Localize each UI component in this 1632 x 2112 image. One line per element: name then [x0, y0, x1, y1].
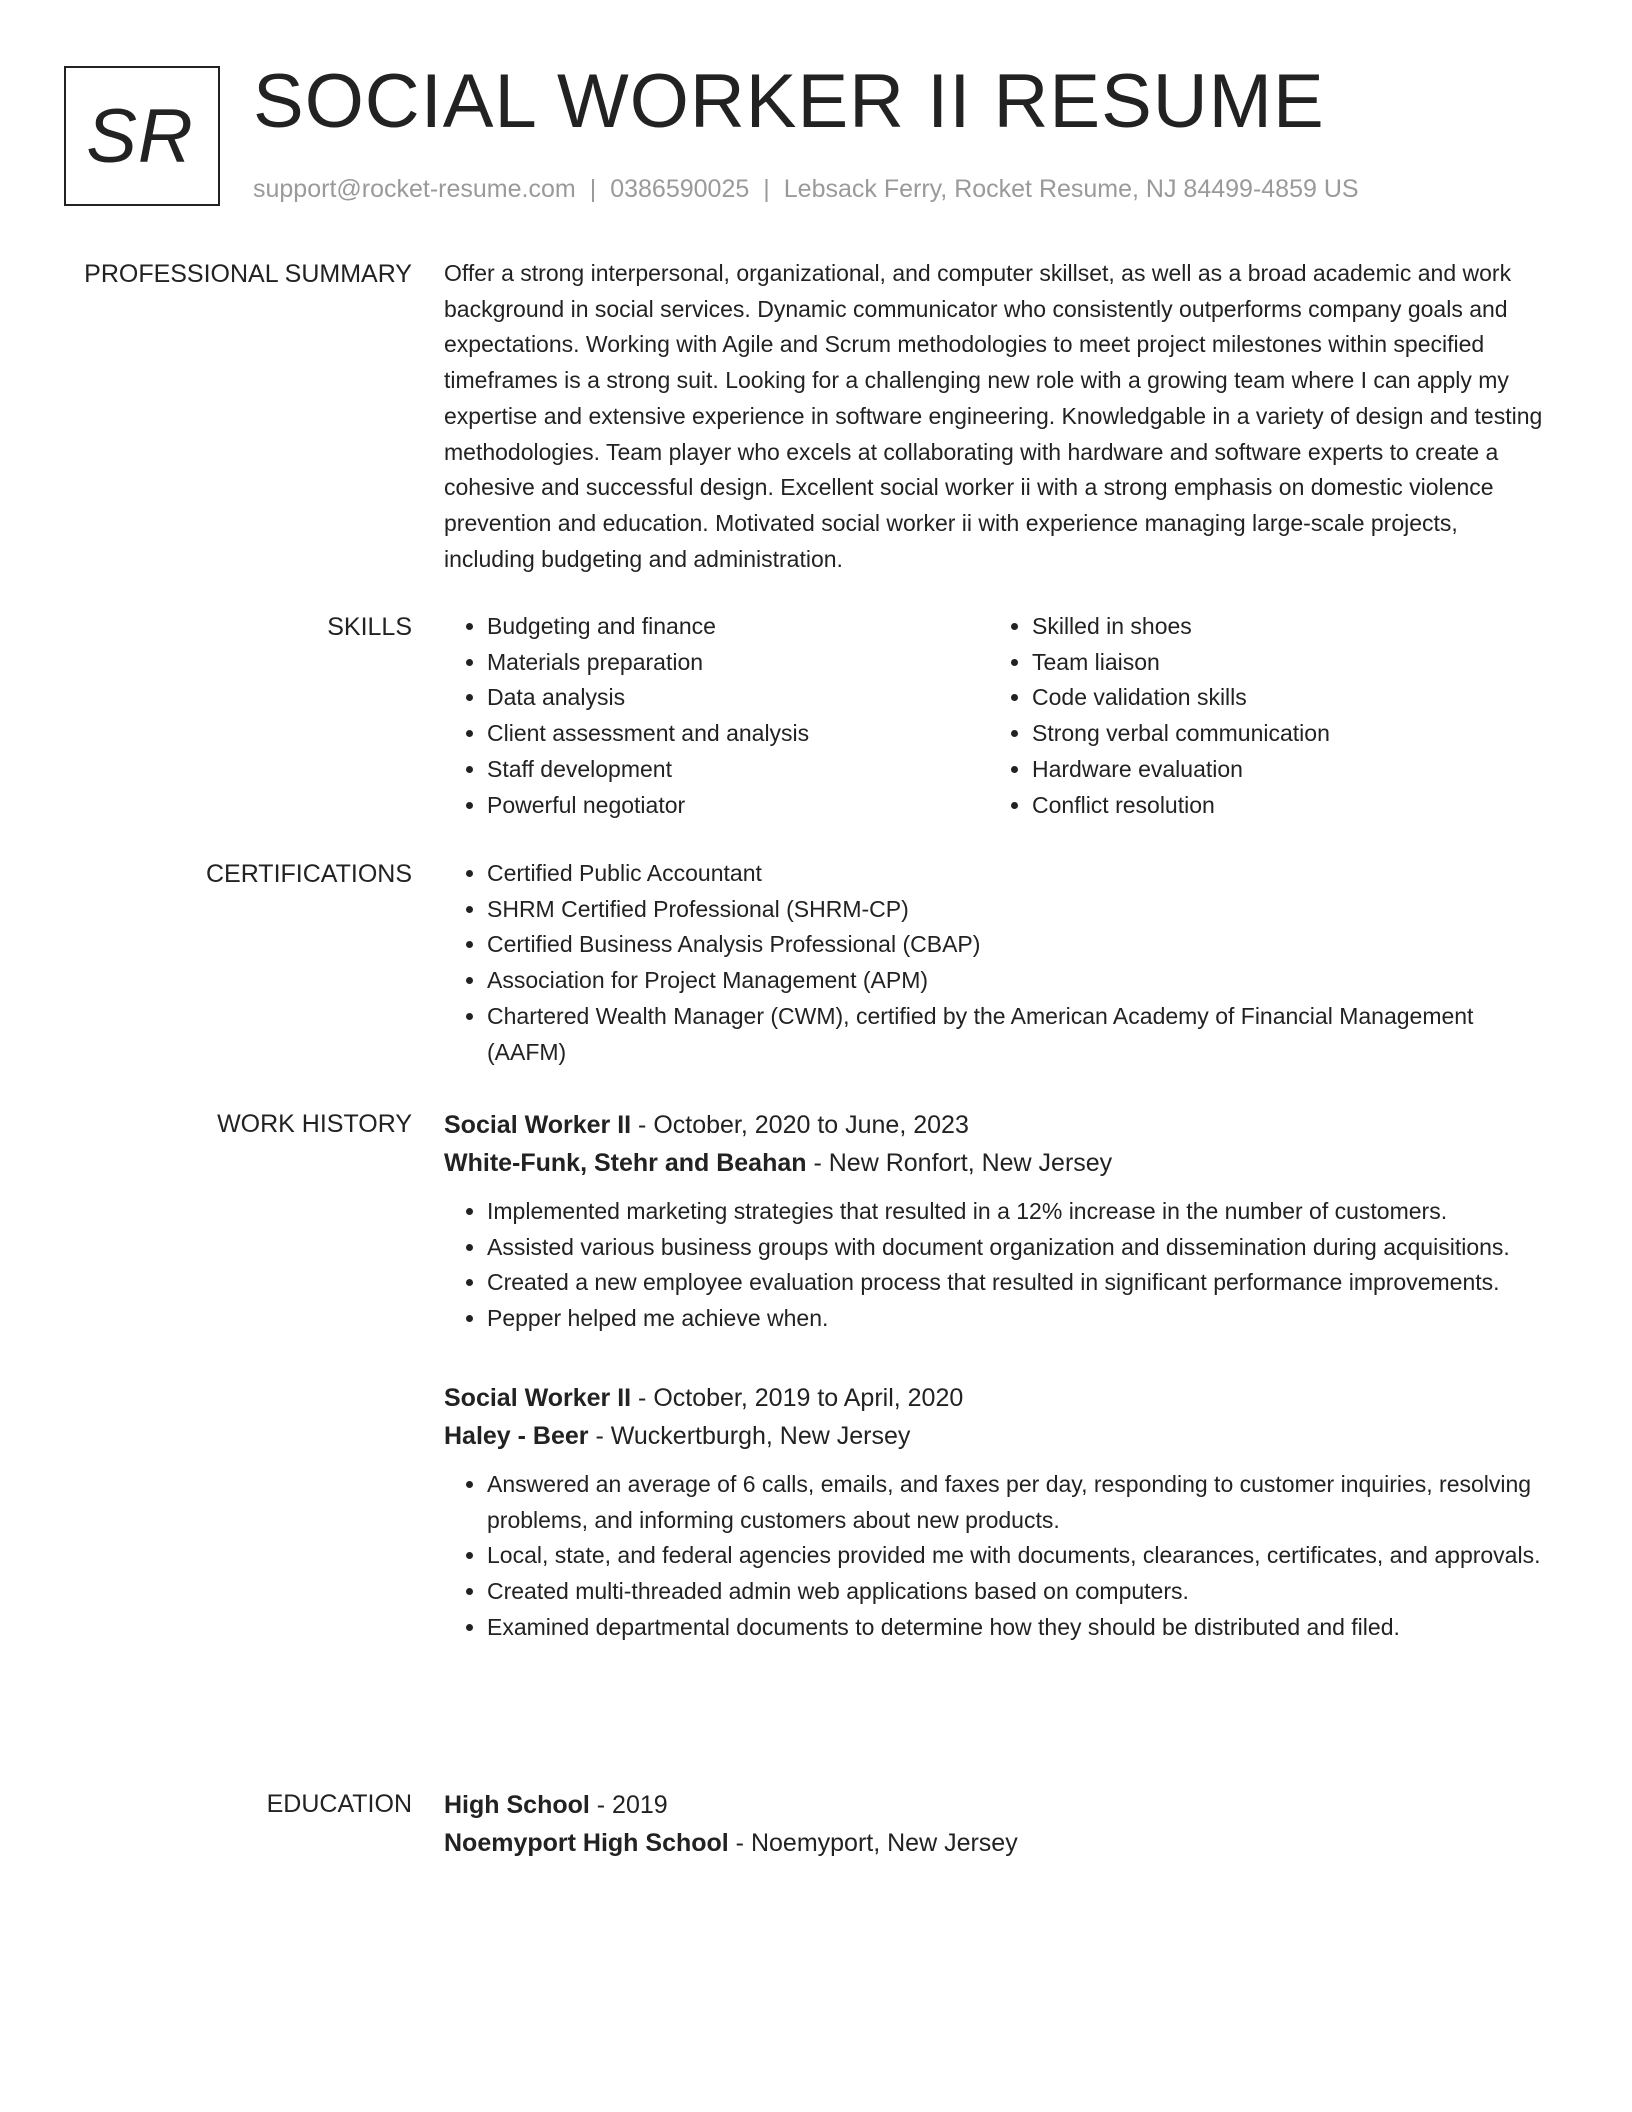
summary-text: Offer a strong interpersonal, organizational, and computer skillset, as well as a broad academic and work background in social services. Dynamic communicator who consistently outperforms company goals and expectations. Working with Agile and Scrum methodologies to meet project milestones within specified timeframes is a strong suit. Looking for a challenging new role with a growing team where I can apply my expertise and extensive experience in software engineering. Knowledgable in a variety of design and testing methodologies. Team player who excels at collaborating with hardware and software experts to create a cohesive and successful design. Excellent social worker ii with a strong emphasis on domestic violence prevention and education. Motivated social worker ii with experience managing large-scale projects, including budgeting and administration.	[444, 260, 1543, 572]
job-company-line	[444, 1144, 1544, 1182]
job-dates: - October, 2020 to June, 2023	[631, 1111, 969, 1139]
list-item: • Answered an average of 6 calls, emails, and faxes per day, responding to customer inquiries, resolving problems, and informing customers about new products.	[487, 1467, 1544, 1538]
section-label-education: EDUCATION	[266, 1790, 412, 1818]
section-label-work-history: WORK HISTORY	[217, 1110, 412, 1138]
education-degree: High School	[444, 1791, 590, 1819]
list-item: • Assisted various business groups with document organization and dissemination during acquisitions.	[487, 1230, 1544, 1266]
education-body	[444, 1786, 1544, 1874]
section-label-skills: SKILLS	[327, 613, 412, 641]
job-title: Social Worker II	[444, 1383, 632, 1412]
skills-list-left	[444, 609, 989, 823]
contact-separator: |	[763, 175, 770, 203]
job-title-line	[444, 1106, 1544, 1144]
list-item: • Created multi-threaded admin web applications based on computers.	[487, 1574, 1544, 1610]
resume-title: SOCIAL WORKER II RESUME	[253, 59, 1325, 144]
list-item: • Hardware evaluation	[1032, 752, 1534, 788]
job-entry	[444, 1379, 1544, 1646]
education-school: Noemyport High School	[444, 1829, 729, 1857]
work-history-body	[444, 1106, 1544, 1687]
education-location: - Noemyport, New Jersey	[728, 1829, 1018, 1857]
list-item: • SHRM Certified Professional (SHRM-CP)	[487, 892, 1544, 928]
job-location: - Wuckertburgh, New Jersey	[588, 1421, 911, 1450]
contact-email: support@rocket-resume.com	[253, 175, 576, 203]
skills-body	[444, 609, 1544, 823]
job-bullets	[444, 1467, 1544, 1646]
section-label-summary: PROFESSIONAL SUMMARY	[84, 260, 412, 288]
job-bullets	[444, 1194, 1544, 1337]
list-item: • Examined departmental documents to determine how they should be distributed and filed.	[487, 1610, 1544, 1646]
contact-address: Lebsack Ferry, Rocket Resume, NJ 84499-4859 US	[783, 175, 1359, 203]
list-item: • Pepper helped me achieve when.	[487, 1301, 1544, 1337]
list-item: • Implemented marketing strategies that resulted in a 12% increase in the number of customers.	[487, 1194, 1544, 1230]
section-label-certifications: CERTIFICATIONS	[205, 860, 412, 888]
job-company-line	[444, 1417, 1544, 1455]
list-item: • Team liaison	[1032, 645, 1534, 681]
list-item: • Chartered Wealth Manager (CWM), certified by the American Academy of Financial Management (AAFM)	[487, 999, 1544, 1070]
list-item: • Budgeting and finance	[487, 609, 989, 645]
skills-list-right	[989, 609, 1534, 823]
job-company: Haley - Beer	[444, 1421, 589, 1450]
certifications-body	[444, 856, 1544, 1070]
job-company: White-Funk, Stehr and Beahan	[444, 1149, 807, 1177]
list-item: • Conflict resolution	[1032, 788, 1534, 824]
contact-separator: |	[589, 175, 597, 203]
monogram-initials: SR	[86, 93, 194, 179]
education-school-line	[444, 1824, 1544, 1862]
certifications-list	[444, 856, 1544, 1070]
list-item: • Materials preparation	[487, 645, 989, 681]
list-item: • Strong verbal communication	[1032, 716, 1534, 752]
job-title-line	[444, 1379, 1544, 1417]
job-dates: - October, 2019 to April, 2020	[631, 1383, 964, 1412]
list-item: • Association for Project Management (APM)	[487, 963, 1544, 999]
skills-columns	[444, 609, 1544, 823]
list-item: • Staff development	[487, 752, 989, 788]
list-item: • Certified Business Analysis Professional (CBAP)	[487, 927, 1544, 963]
education-year: - 2019	[589, 1791, 668, 1819]
contact-line	[253, 172, 1359, 206]
contact-phone: 0386590025	[610, 175, 750, 203]
skills-column-right	[989, 609, 1534, 823]
list-item: • Code validation skills	[1032, 680, 1534, 716]
job-title: Social Worker II	[444, 1111, 632, 1139]
list-item: • Powerful negotiator	[487, 788, 989, 824]
skills-column-left	[444, 609, 989, 823]
list-item: • Local, state, and federal agencies provided me with documents, clearances, certificates, and approvals.	[487, 1538, 1544, 1574]
list-item: • Client assessment and analysis	[487, 716, 989, 752]
list-item: • Created a new employee evaluation process that resulted in significant performance improvements.	[487, 1265, 1544, 1301]
job-entry	[444, 1106, 1544, 1337]
monogram-box	[64, 66, 220, 206]
education-degree-line	[444, 1786, 1544, 1824]
list-item: • Certified Public Accountant	[487, 856, 1544, 892]
job-location: - New Ronfort, New Jersey	[806, 1149, 1113, 1177]
list-item: • Skilled in shoes	[1032, 609, 1534, 645]
list-item: • Data analysis	[487, 680, 989, 716]
summary-body	[444, 256, 1544, 577]
